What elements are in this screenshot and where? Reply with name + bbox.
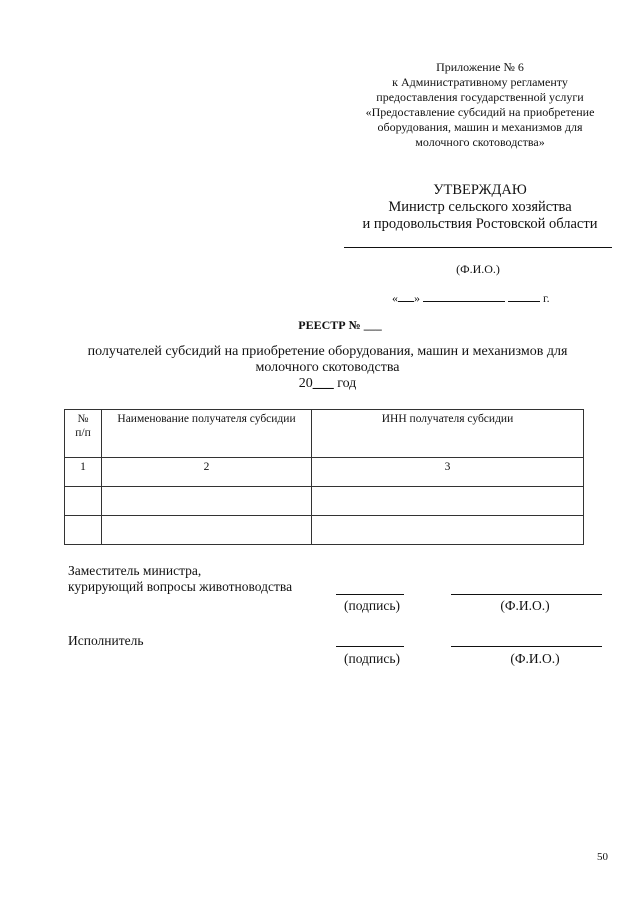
approval-fio-caption: (Ф.И.О.) [456,262,500,276]
deputy-signature-blank [336,594,404,595]
year-suffix: г. [543,291,550,305]
date-quote-open: « [392,291,398,305]
register-subtitle-line2: молочного скотоводства [255,360,400,375]
register-year-word: год [333,376,357,391]
deputy-line1: Заместитель министра, [68,563,202,578]
approval-position-line2: и продовольствия Ростовской области [362,216,598,232]
numbering-cell: 2 [102,458,312,487]
register-subtitle-line1: получателей субсидий на приобретение оборудования, машин и механизмов для [87,344,568,359]
annex-line: оборудования, машин и механизмов для [377,120,583,134]
register-year-prefix: 20 [298,376,313,391]
approval-heading: УТВЕРЖДАЮ [433,182,527,198]
annex-line: молочного скотоводства» [415,135,545,149]
deputy-signature-caption: (подпись) [343,598,401,613]
executor-label: Исполнитель [68,633,144,648]
header-recipient-name: Наименование получателя субсидии [102,410,312,458]
executor-fio-blank [451,646,602,647]
date-quote-close: » [414,291,420,305]
numbering-cell: 1 [65,458,102,487]
register-title: РЕЕСТР № ___ [298,318,382,332]
register-year-blank: ___ [312,376,334,391]
deputy-fio-blank [451,594,602,595]
executor-signature-blank [336,646,404,647]
approval-position-line1: Министр сельского хозяйства [388,199,572,215]
annex-line: «Предоставление субсидий на приобретение [365,105,595,119]
executor-signature-caption: (подпись) [343,651,401,666]
page-number: 50 [597,851,608,863]
deputy-line2: курирующий вопросы животноводства [68,579,293,594]
header-number: № п/п [65,410,102,458]
annex-line: Приложение № 6 [436,60,524,74]
annex-line: к Административному регламенту [392,75,568,89]
header-inn: ИНН получателя субсидии [312,410,584,458]
deputy-fio-caption: (Ф.И.О.) [500,598,550,613]
annex-line: предоставления государственной услуги [376,90,584,104]
numbering-cell: 3 [312,458,584,487]
executor-fio-caption: (Ф.И.О.) [510,651,560,666]
